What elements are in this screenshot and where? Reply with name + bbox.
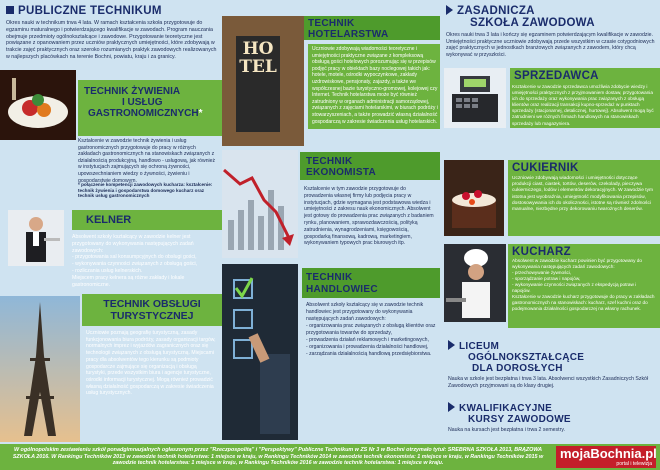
- ekonomista-title-line2: EKONOMISTA: [306, 167, 377, 178]
- zywienie-title-line3: GASTRONOMICZNYCH: [88, 108, 199, 119]
- zywienie-title-line2: I USŁUG: [122, 97, 163, 108]
- chef-icon: [444, 244, 506, 322]
- zywienie-asterisk: *: [198, 108, 203, 119]
- hotel-sign-photo: [222, 16, 304, 146]
- checkbox-hand-icon: [222, 264, 298, 440]
- cash-register-icon: [444, 68, 506, 128]
- logo-main-text: mojaBochnia.pl: [560, 446, 657, 461]
- logo-sub-text: portal i telewizja: [616, 461, 652, 467]
- eiffel-tower-icon: [0, 296, 80, 442]
- cake-icon: [444, 160, 504, 236]
- hotel-sign-text: HOTEL: [239, 39, 277, 77]
- kursy-text: Nauka na kursach jest bezpłatna i trwa 2 semestry.: [448, 427, 565, 433]
- waiter-illustration-icon: [8, 210, 64, 266]
- liceum-heading: [448, 340, 584, 374]
- kelner-title: KELNER: [86, 214, 132, 226]
- zywienie-title-panel: [78, 80, 222, 136]
- liceum-text: Nauka w szkole jest bezpłatna i trwa 3 lata. Absolwenci wszystkich Zasadniczych Szkół Zawodowych przyjmowani są do klasy drugiej.: [448, 376, 649, 389]
- cash-register-photo: [444, 68, 506, 128]
- economy-chart-photo: [222, 150, 298, 258]
- kelner-title-panel: [72, 210, 222, 230]
- handlowiec-title-line1: TECHNIK: [306, 272, 353, 283]
- handlowiec-photo: [222, 264, 298, 440]
- waiter-photo: [8, 210, 64, 266]
- liceum-title-line1: LICEUM: [459, 341, 500, 352]
- kucharz-text: Absolwent w zawodzie kucharz powinien być przygotowany do wykonywania następujących zadań zawodowych: - przechowywanie żywności, - sporządzanie potraw i napojów, - wykonywanie czynności związanych z ekspedycją potraw i napojów. Kształcenie w zawodzie kucharz przygotowuje do pracy w zakładach gastronomicznych na stanowiskach: kucharz, szef kuchni oraz do podejmowania działalności gospodarczej na własny rachunek.: [512, 258, 655, 311]
- arrow-bullet-icon: [448, 402, 455, 412]
- ekonomista-title-line1: TECHNIK: [306, 156, 353, 167]
- cukiernik-title: CUKIERNIK: [512, 162, 579, 174]
- column-right: [440, 0, 660, 444]
- zasadnicza-title-line2: SZKOŁA ZAWODOWA: [470, 17, 595, 29]
- arrow-bullet-icon: [446, 5, 453, 15]
- footer-text: W ogólnopolskim zestawieniu szkół ponadgimnazjalnych ogłaszonym przez "Rzeczpospolitą" i "Perspektywy" Publiczne Technikum w ZS Nr 3 w Bochni otrzymało tytuł: SREBRNA SZKOŁA 2013, BRĄZOWA SZKOŁA 2016. W Rankingu Techników 2013 w zawodzie technik hotelarstwa: 1 miejsce w kraju, w Rankingu Techników 2014 w zawodzie technik ekonomista: 1 miejsce w kraju, w Rankingu Techników 2015 w zawodzie technik hotelarstwa: 1 miejsce w kraju, w Rankingu Techników 2016 w zawodzie technik hotelarstwa: 1 miejsce w kraju.: [12, 447, 544, 467]
- cake-photo: [444, 160, 504, 236]
- zasadnicza-text: Okres nauki trwa 3 lata i kończy się egzaminem potwierdzającym kwalifikacje w zawodzie. Umiejętności praktyczne uczniowie zdobywają przede wszystkim w czasie cotygodniowych zajęć praktycznych w jednostkach branżowych związanych z zawodem, który chcą wykonywać w przyszłości.: [446, 32, 655, 59]
- publiczne-technikum-text: Okres nauki w technikum trwa 4 lata. W ramach kształcenia szkoła przygotowuje do egzaminu maturalnego i potwierdzającego kwalifikacje w zawodach. Program nauczania obejmuje przedmioty ogólnokształcące i zawodowe. Przygotowanie teoretyczne jest powiązane z opanowaniem przez uczniów praktycznych umiejętności, które zdobywają w trakcie zajęć praktycznych oraz szeroko rozumianych praktyk zawodowych realizowanych w najlepszych placówkach na terenie Bochni, powiatu, kraju i za granicy.: [6, 20, 217, 60]
- publiczne-technikum-heading: PUBLICZNE TECHNIKUM: [6, 5, 162, 17]
- zasadnicza-heading: [446, 5, 595, 29]
- ekonomista-text: Kształcenie w tym zawodzie przygotowuje do prowadzenia własnej firmy lub podjęcia pracy w instytucjach, gdzie wymagana jest podstawowa wiedza i umiejętności z zakresu nauk ekonomicznych. Absolwent jest gotowy do prowadzenia prac związanych z badaniem rynku, planowaniem, sprawozdawczością, polityką zatrudnienia, wynagrodzeniami, księgowością, gospodarką finansową, kadrową, marketingiem, wykonywaniem typowych prac biurowych itp.: [304, 186, 434, 247]
- kursy-heading: [448, 402, 571, 425]
- kursy-title-line1: KWALIFIKACYJNE: [459, 403, 553, 414]
- handlowiec-title-line2: HANDLOWIEC: [306, 284, 378, 295]
- kucharz-title: KUCHARZ: [512, 246, 571, 258]
- zywienie-note: * połączenie kompetencji zawodowych kucharza: kształcenie: technik żywienia i gospodarstwa domowego kucharz oraz technik usług gastronomicznych: [78, 182, 213, 199]
- zywienie-title-line1: TECHNIK ŻYWIENIA: [84, 86, 181, 97]
- chef-photo: [444, 244, 506, 322]
- turystyczna-title-panel: [82, 294, 222, 326]
- hotelarstwa-text: Uczniowie zdobywają wiadomości teoretyczne i umiejętności praktyczne związane z kompleksową obsługą gości hotelowych porozumując się w przepisów podjęć pracy w obiektach bazy noclegowej takich jak: hotele, motele, ośrodki wypoczynkowe, zakłady uzdrowiskowe, pensjonaty, zajazdy, a także we współczesnej bazie turystyczno-gromowej, kolejowej czy Internet. Technik hotelarstwa może być również zatrudniony w organach administracji samorządowej, związanych z zajęciami hotelarskimi, w biurach podróży i stowarzyszeniach, a także prowadzić własną działalność gospodarczą w zakresie świadczenia usług hotelarskich.: [308, 44, 440, 129]
- turystyczna-title-line2: TURYSTYCZNEJ: [110, 310, 194, 322]
- turystyczna-text: Uczniowie poznają geografię turystyczną, zasady funkcjonowania biura podróży, zasady organizacji targów, normalnych imprez i wyjazdów zagranicznych oraz się technologii związanych z obsługą turystyczną. Miejscami pracy dla absolwentów tego kierunku są podmioty gospodarcze zajmujące się organizacją i obsługą turystyki, przede wszystkim biura i agencje turystyczne, ośrodki informacji turystycznej. Mogą również prowadzić własną działalność gospodarczą w zakresie świadczenia usług turystycznych.: [86, 330, 216, 397]
- liceum-title-line2: OGÓLNOKSZTAŁCĄCE: [468, 352, 585, 363]
- footer-banner: [0, 444, 660, 470]
- liceum-title-line3: DLA DOROSŁYCH: [472, 363, 563, 374]
- cukiernik-text: Uczniowie zdobywają wiadomości i umiejętności dotyczące produkcji ciast, ciastek, tortów, deserów, czekolady, pieczywa cukierniczego, lodów i elementów dekoracyjnych. W zawodzie tym istotna jest wyobraźnia, umiejętność modyfikowania przepisów, dostosowywania ich do okoliczności, istotne są również zdolności manualne, niezbędne przy dekorowaniu twarożnych deserów.: [512, 176, 654, 213]
- zasadnicza-title-line1: ZASADNICZA: [457, 5, 535, 17]
- turystyczna-title-line1: TECHNIK OBSŁUGI: [103, 298, 201, 310]
- handlowiec-text: Absolwent szkoły kształcący się w zawodzie technik handlowiec jest przygotowany do wykonywania następujących zadań zawodowych: - organizowania prac związanych z obsługą klientów oraz przygotowania towarów do sprzedaży, - prowadzenia działań reklamowych i marketingowych, - organizowania i prowadzenia działalności handlowej, - zarządzania działalnością handlową przedsiębiorstwa.: [306, 302, 436, 357]
- gastronomy-photo: [0, 70, 76, 140]
- arrow-bullet-icon: [448, 340, 455, 350]
- zywienie-text: Kształcenie w zawodzie technik żywienia i usług gastronomicznych przygotowuje do pracy w różnych zakładach gastronomicznych na stanowiskach związanych z działalnością produkcyjną, handlowo - usługową, jak również w instytucjach zajmujących się ochroną żywności, upowszechnianiem wiedzy o żywności, żywieniu i gospodarstwie domowym.: [78, 138, 216, 184]
- kursy-title-line2: KURSY ZAWODOWE: [468, 414, 571, 425]
- mojabochnia-logo[interactable]: [556, 446, 656, 468]
- square-bullet-icon: [6, 6, 14, 14]
- column-middle: [222, 0, 440, 444]
- hotel-sign-icon: [222, 16, 304, 146]
- sprzedawca-text: Kształcenie w zawodzie sprzedawca umożliwia zdobycie wiedzy i umiejętności praktycznych z przyjmowaniem dostaw, przygotowania ich do sprzedaży oraz wykonywania prac związanych z obsługą klientów oraz realizacji transakcji kupno-sprzedaż w punktach sprzedaży (stacjonarnej, detalicznej, hurtowej). Absolwent mogą być zatrudnieni we różnych firmach handlowych na stanowiskach sprzedaży lub magazyniera.: [512, 84, 654, 126]
- column-left: [0, 0, 222, 444]
- stock-chart-icon: [222, 150, 298, 258]
- eiffel-tower-photo: [0, 296, 80, 442]
- sprzedawca-title: SPRZEDAWCA: [514, 70, 599, 82]
- dish-illustration-icon: [0, 70, 76, 140]
- hotelarstwa-title-line1: TECHNIK: [308, 18, 355, 29]
- kelner-text: Absolwent szkoły kształcący w zawodzie kelner jest przygotowany do wykonywania następujących zadań zawodowych: - przygotowania sal konsumpcyjnych do obsługi gości, - wykonywania czynności związanych z obsługą gości, - rozliczania usług kelnerskich. Miejscem pracy kelnera są różne zakłady i lokale gastronomiczne.: [72, 234, 198, 288]
- hotelarstwa-title-line2: HOTELARSTWA: [308, 29, 389, 40]
